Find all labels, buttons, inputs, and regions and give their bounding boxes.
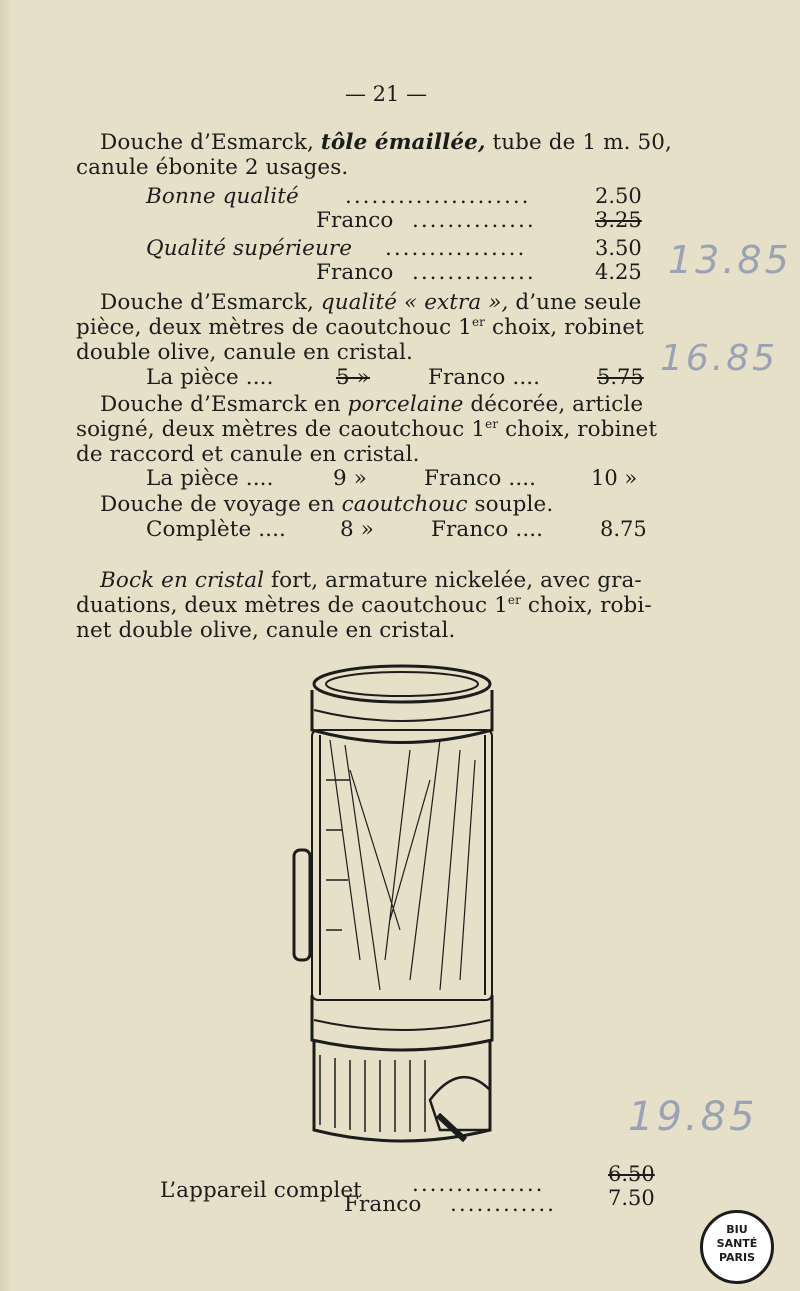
item2-line3: double olive, canule en cristal. — [76, 340, 413, 365]
page-number: — 21 — — [345, 82, 428, 106]
item1-franco2-price: 4.25 — [595, 260, 642, 284]
item1-quality2-price: 3.50 — [595, 236, 642, 260]
appareil-leader: ............... — [412, 1172, 545, 1197]
item3-line1: Douche d’Esmarck en porcelaine décorée, article — [100, 392, 644, 417]
item1-franco1-leader: .............. — [412, 208, 536, 233]
item2-piece-price: 5 » — [336, 365, 370, 390]
item5-line1: Bock en cristal fort, armature nickelée, avec gra- — [100, 568, 642, 593]
appareil-franco-label: Franco — [344, 1192, 422, 1217]
item1-franco1-label: Franco — [316, 208, 394, 233]
item1-quality2-leader: ................ — [385, 236, 527, 261]
handwritten-note-1: 13.85 — [668, 238, 792, 282]
appareil-price: 6.50 — [608, 1162, 655, 1186]
item4-complete-label: Complète .... — [146, 517, 286, 542]
item5-line2: duations, deux mètres de caoutchouc 1er choix, robi- — [76, 593, 652, 618]
item4-franco-label: Franco .... — [431, 517, 544, 542]
item3-franco-price: 10 » — [591, 466, 638, 490]
item1-franco2-label: Franco — [316, 260, 394, 285]
item1-quality2-label: Qualité supérieure — [146, 236, 353, 261]
item2-franco-price: 5.75 — [597, 365, 644, 389]
item1-franco2-leader: .............. — [412, 260, 536, 285]
appareil-franco-leader: ............ — [450, 1192, 557, 1217]
item1-line2: canule ébonite 2 usages. — [76, 155, 349, 180]
handwritten-note-3: 19.85 — [628, 1094, 758, 1140]
item4-line1: Douche de voyage en caoutchouc souple. — [100, 492, 554, 517]
item2-piece-label: La pièce .... — [146, 365, 274, 390]
appareil-franco-price: 7.50 — [608, 1186, 655, 1210]
item3-line3: de raccord et canule en cristal. — [76, 442, 420, 467]
item1-quality1-label: Bonne qualité — [146, 184, 299, 209]
item1-line1: Douche d’Esmarck, tôle émaillée, tube de 1 m. 50, — [100, 130, 672, 155]
item5-line3: net double olive, canule en cristal. — [76, 618, 456, 643]
item3-line2: soigné, deux mètres de caoutchouc 1er choix, robinet — [76, 417, 658, 442]
item3-franco-label: Franco .... — [424, 466, 537, 491]
item4-complete-price: 8 » — [340, 517, 374, 542]
item2-franco-label: Franco .... — [428, 365, 541, 390]
item4-franco-price: 8.75 — [600, 517, 647, 541]
item1-quality1-price: 2.50 — [595, 184, 642, 208]
bock-illustration — [290, 660, 500, 1155]
item3-piece-price: 9 » — [333, 466, 367, 491]
item1-quality1-leader: ..................... — [345, 184, 531, 209]
item2-line1: Douche d’Esmarck, qualité « extra », d’une seule — [100, 290, 642, 315]
item2-line2: pièce, deux mètres de caoutchouc 1er choix, robinet — [76, 315, 644, 340]
appareil-label: L’appareil complet — [160, 1178, 362, 1203]
item1-franco1-price: 3.25 — [595, 208, 642, 232]
library-stamp: BIU SANTÉ PARIS — [700, 1210, 774, 1284]
page-edge-shadow — [0, 0, 12, 1291]
handwritten-note-2: 16.85 — [660, 338, 779, 379]
item3-piece-label: La pièce .... — [146, 466, 274, 491]
